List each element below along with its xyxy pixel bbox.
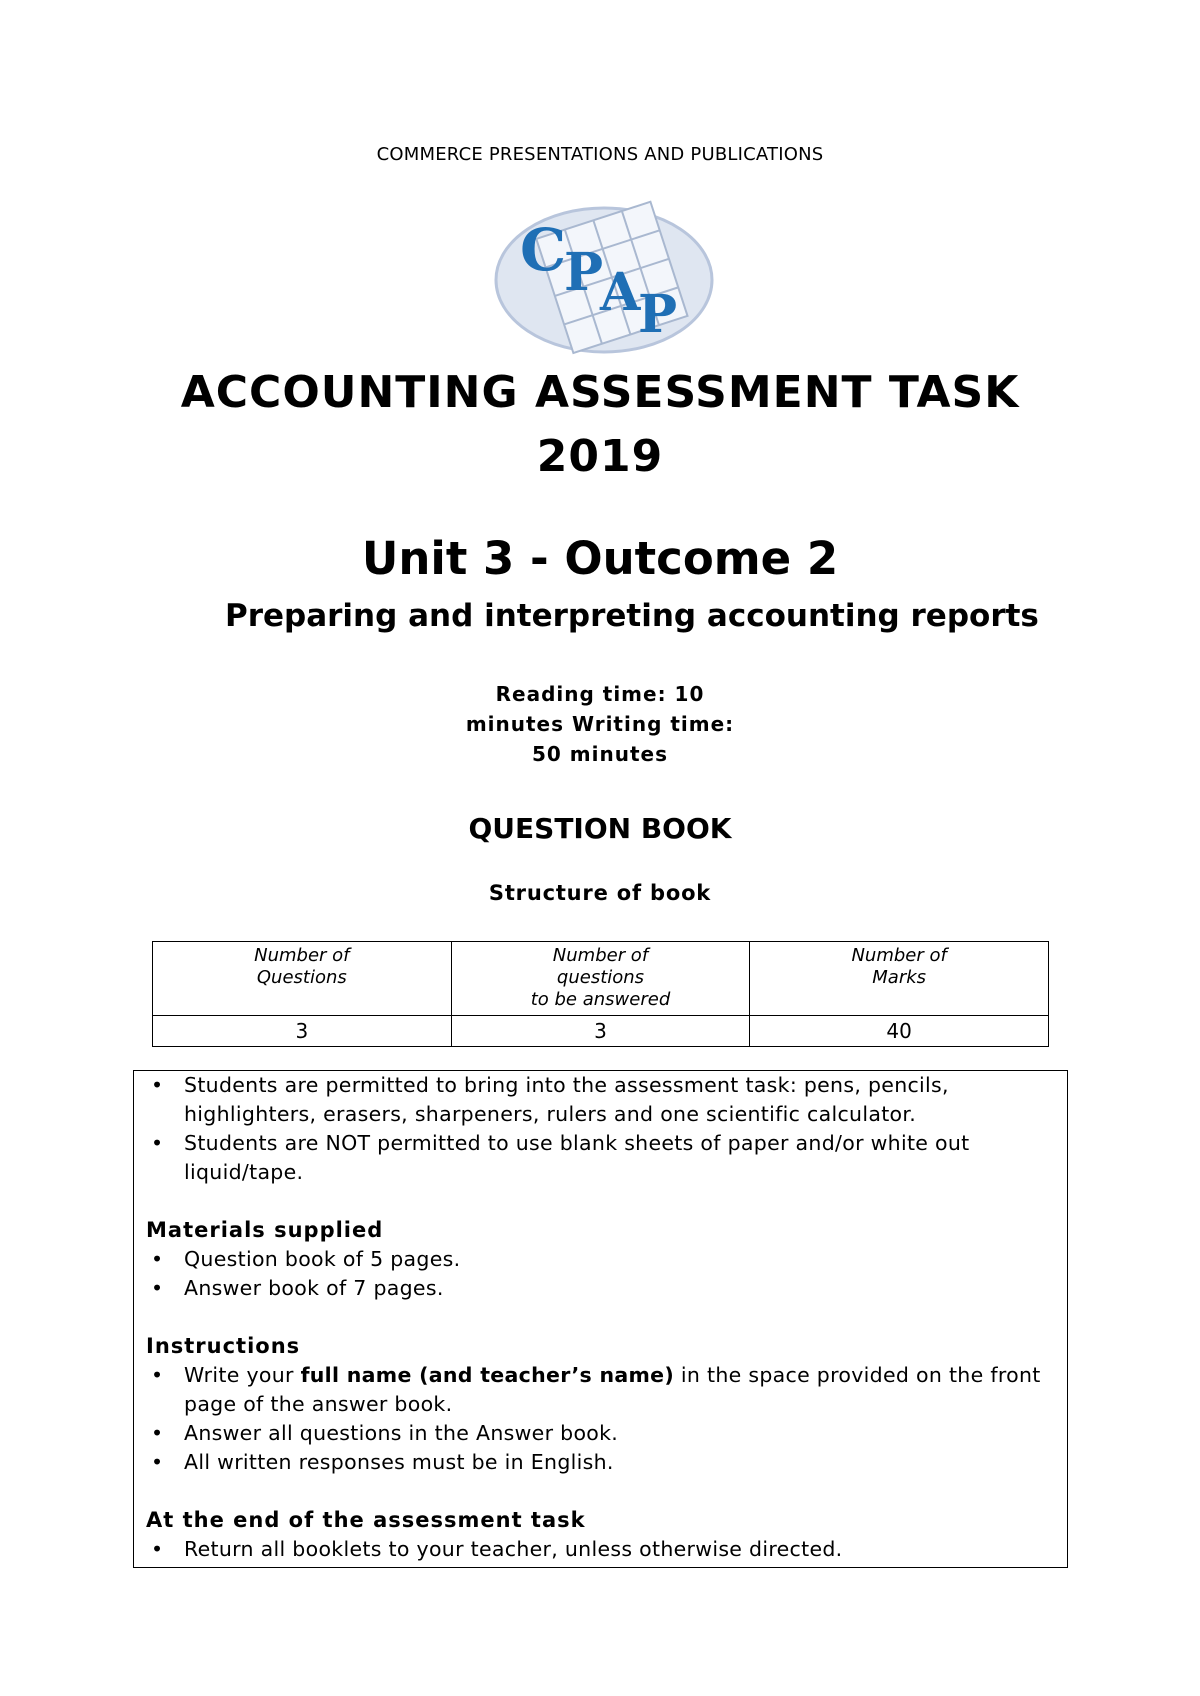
instructions-heading: Instructions [146,1334,301,1358]
publisher-name: COMMERCE PRESENTATIONS AND PUBLICATIONS [376,144,824,165]
bullet-icon: • [151,1537,164,1561]
timing-line-2: minutes Writing time: [465,712,735,736]
list-item: • Answer book of 7 pages. [134,1274,1067,1303]
name-emphasis: full name (and teacher’s name) [300,1363,675,1387]
structure-table [152,941,1049,1047]
bullet-icon: • [151,1247,164,1271]
value-questions-to-answer: 3 [451,1016,750,1047]
structure-header-row [153,942,1049,1016]
question-book-heading: QUESTION BOOK [468,812,732,845]
instructions-list [134,1361,1067,1477]
materials-heading: Materials supplied [146,1218,384,1242]
timing-info [0,679,1200,769]
svg-text:P: P [564,242,604,303]
timing-line-1: Reading time: 10 [495,682,705,706]
svg-text:C: C [520,216,567,284]
structure-value-row [153,1016,1049,1047]
list-item: • Write your full name (and teacher’s name) in the space provided on the front page of the answer book. [151,1363,1041,1416]
title-line-2: 2019 [536,431,664,482]
bullet-icon: • [151,1450,164,1474]
value-marks: 40 [750,1016,1049,1047]
subtitle: Preparing and interpreting accounting reports [225,598,1039,634]
list-item: • Students are NOT permitted to use blank sheets of paper and/or white out liquid/tape. [151,1131,970,1184]
bullet-icon: • [151,1073,164,1097]
title-line-1: ACCOUNTING ASSESSMENT TASK [180,367,1020,418]
end-of-task-heading: At the end of the assessment task [146,1508,586,1532]
list-item: • Answer all questions in the Answer book. [134,1419,1067,1448]
structure-heading: Structure of book [488,881,712,905]
document-title [0,361,1200,489]
rules-list [134,1071,1067,1187]
svg-text:A: A [600,262,641,323]
bullet-icon: • [151,1421,164,1445]
value-questions: 3 [153,1016,452,1047]
list-item: • Question book of 5 pages. [134,1245,1067,1274]
timing-line-3: 50 minutes [532,742,668,766]
header-questions-to-answer: Number of questions to be answered [451,942,750,1016]
bullet-icon: • [151,1131,164,1155]
end-of-task-list [134,1535,1067,1564]
materials-list [134,1245,1067,1303]
list-item: • Return all booklets to your teacher, unless otherwise directed. [134,1535,1067,1564]
header-number-of-marks: Number of Marks [750,942,1049,1016]
bullet-icon: • [151,1363,164,1387]
list-item: • Students are permitted to bring into the assessment task: pens, pencils, highlighters, erasers, sharpeners, rulers and one scientific calculator. [151,1073,949,1126]
list-item: • All written responses must be in English. [134,1448,1067,1477]
instructions-box [133,1070,1068,1568]
unit-heading: Unit 3 - Outcome 2 [361,532,839,585]
cpap-logo [492,198,716,356]
svg-text:P: P [638,284,678,345]
bullet-icon: • [151,1276,164,1300]
header-number-of-questions: Number of Questions [153,942,452,1016]
